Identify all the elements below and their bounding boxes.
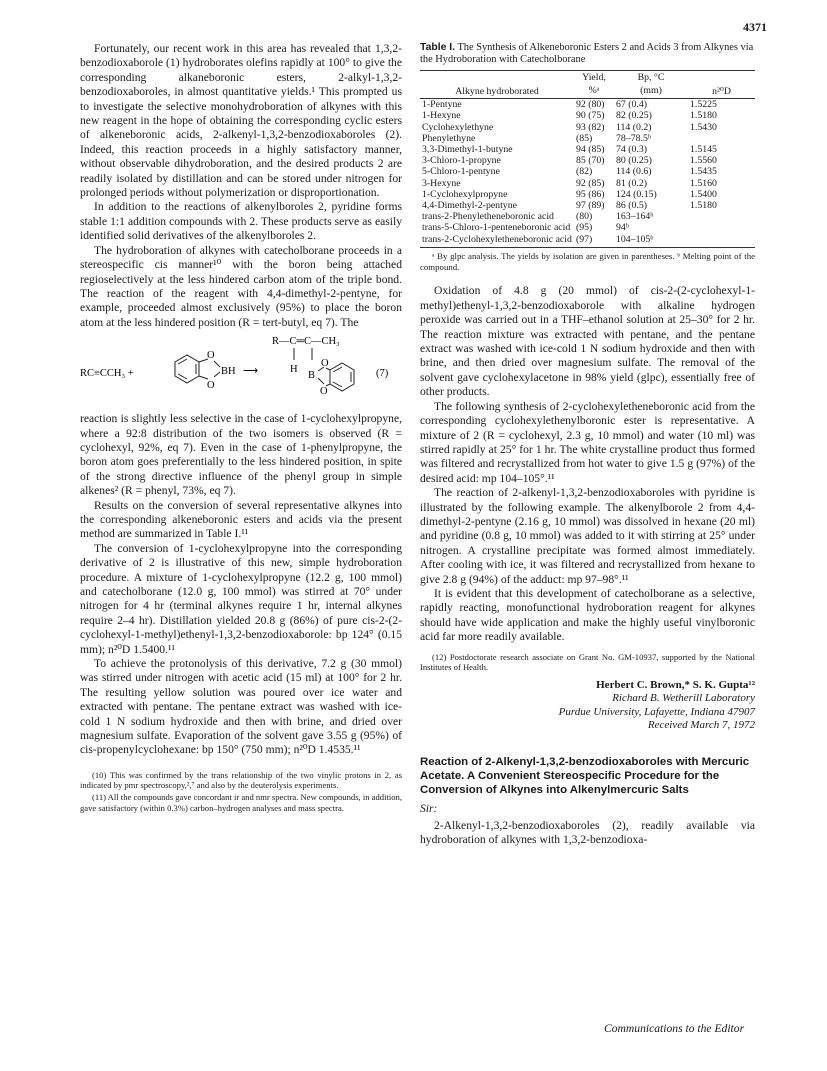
eq-product-o-top: O [321, 358, 329, 370]
footnote: (11) All the compounds gave concordant ir and nmr spectra. New compounds, in addition, gave satisfactory (within 0.3%) carbon–hydrogen analyses and mass spectra. [80, 792, 402, 813]
table-cell-alkyne: trans-2-Phenyletheneboronic acid [422, 211, 554, 223]
table-row [420, 222, 755, 233]
table-cell-alkyne: 4,4-Dimethyl-2-pentyne [422, 200, 517, 212]
table-header-refractive-index: n²⁰D [688, 70, 755, 98]
product-structure [294, 348, 354, 391]
table-cell-alkyne: 5-Chloro-1-pentyne [422, 166, 500, 178]
table-row [420, 189, 755, 200]
table-cell-alkyne: trans-2-Cyclohexyletheneboronic acid [420, 234, 574, 248]
table-row [420, 144, 755, 155]
table-cell-refractive-index: 1.5160 [690, 177, 717, 189]
table-row [420, 234, 755, 248]
table-header-bp-unit: (mm) [614, 84, 688, 99]
table-cell-bp: 124 (0.15) [616, 188, 657, 200]
table-cell-yield: (80) [576, 211, 593, 223]
table-row [420, 178, 755, 189]
table-cell-yield: (95) [576, 222, 593, 234]
body-paragraph: Fortunately, our recent work in this area has revealed that 1,3,2-benzodioxaborole (1) hydroborates olefins rapidly at 100° to give the corresponding alkaneboronic esters, 2-alkyl-1,3,2-benzodioxaboroles, in almost quantitative yields.¹ This prompted us to investigate the selective monohydroboration of alkynes with this new reagent in the hope of obtaining the corresponding cyclic esters of alkeneboronic acids, 2-alkenyl-1,3,2-benzodioxaboroles (2). Indeed, this reaction proceeds in a highly satisfactory manner, without observable dihydroboration, and the desired products 2 are readily isolated by distillation and can be stored under nitrogen for prolonged periods without polymerization or disproportionation. [80, 42, 402, 200]
table-cell-bp: 94ᵇ [616, 222, 629, 234]
table-cell-refractive-index: 1.5435 [690, 166, 717, 178]
reaction-equation [80, 332, 402, 410]
table-caption-label: Table I. [420, 42, 456, 53]
table-header-alkyne: Alkyne hydroborated [420, 70, 574, 98]
table-cell-bp: 114 (0.2) [616, 121, 652, 133]
body-paragraph: The following synthesis of 2-cyclohexyletheneboronic acid from the corresponding cyclohexylethenylboronic ester is representative. A mixture of 2 (R = cyclohexyl, 2.3 g, 10 mmol) and water (10 ml) was stirred rapidly at 25° for 1 hr. The white crystalline product thus formed was filtered and recrystallized from hot water to give 1.5 g (97%) of the desired acid: mp 104–105°.¹¹ [420, 399, 755, 485]
eq-reactant: RC≡CCH₃ + [80, 368, 134, 380]
table-cell-yield: 95 (86) [576, 188, 605, 200]
body-paragraph: The reaction of 2-alkenyl-1,3,2-benzodioxaboroles with pyridine is illustrated by the following example. The alkenylborole 2 from 4,4-dimethyl-2-pentyne (2.16 g, 10 mmol) was dissolved in hexane (20 ml) and pyridine (0.8 g, 10 mmol) was added to it with stirring at 25° under nitrogen. A crystalline precipitate was formed almost immediately. After cooling with ice, it was filtered and recrystallized from hexane to give 2.8 g (94%) of the adduct: mp 97–98°.¹¹ [420, 486, 755, 586]
table-cell-bp: 86 (0.5) [616, 200, 648, 212]
laboratory: Richard B. Wetherill Laboratory [612, 692, 755, 705]
table-cell-refractive-index: 1.5180 [690, 200, 717, 212]
eq-oxygen-bottom: O [207, 380, 215, 392]
table-cell-refractive-index: 1.5560 [690, 155, 717, 167]
body-paragraph: The hydroboration of alkynes with catecholborane proceeds in a stereospecific cis manner¹⁰ with the boron being attached regioselectively at the less hindered carbon atom of the triple bond. The reaction of the reagent with 4,4-dimethyl-2-pentyne, for example, proceeded almost exclusively (95%) to place the boron atom at the less hindered position (R = tert-butyl, eq 7). The [80, 243, 402, 329]
authors: Herbert C. Brown,* S. K. Gupta¹² [596, 678, 755, 691]
eq-arrow: ⟶ [243, 366, 259, 378]
table-cell-refractive-index [688, 133, 755, 144]
table-cell-bp: 82 (0.25) [616, 110, 652, 122]
eq-product-h: H [290, 364, 298, 376]
table-cell-bp: 114 (0.6) [616, 166, 652, 178]
address: Purdue University, Lafayette, Indiana 47907 [558, 705, 755, 718]
table-cell-alkyne: 3,3-Dimethyl-1-butyne [422, 144, 513, 156]
table-cell-bp: 74 (0.3) [616, 144, 648, 156]
table-header-yield: Yield, [574, 70, 614, 84]
body-paragraph: It is evident that this development of catecholborane as a selective, rapidly reacting, monofunctional hydroboration reagent for alkynes should have wide application and make the highly useful vinylboronic acid far more readily available. [420, 586, 755, 644]
table-header-bp: Bp, °C [614, 70, 688, 84]
eq-product-b: B [308, 370, 316, 382]
eq-oxygen-top: O [207, 350, 215, 362]
table-cell-alkyne: 3-Hexyne [422, 177, 461, 189]
table-row [420, 155, 755, 166]
table-cell-alkyne: 1-Cyclohexylpropyne [422, 188, 508, 200]
table-row [420, 200, 755, 211]
table-cell-yield: 90 (75) [576, 110, 605, 122]
table-cell-alkyne: 1-Hexyne [422, 110, 461, 122]
body-paragraph: To achieve the protonolysis of this derivative, 7.2 g (30 mmol) was stirred under nitrogen with acetic acid (15 ml) at 100° for 2 hr. The resulting yellow solution was poured over ice water and extracted with pentane. The pentane extract was washed with ice-cold 1 N sodium hydroxide and then with brine, and dried over magnesium sulfate. Evaporation of the solvent gave 3.55 g (95%) of cis-propenylcyclohexane: bp 150° (750 mm); n²⁰D 1.4535.¹¹ [80, 657, 402, 757]
footnote: (10) This was confirmed by the trans relationship of the two vinylic protons in 2, as indicated by pmr spectroscopy,²,⁷ and also by the deuterolysis experiments. [80, 769, 402, 791]
table-cell-yield: (97) [574, 234, 614, 248]
acknowledgement-footnote: (12) Postdoctorate research associate on Grant No. GM-10937, supported by the National Institutes of Health. [420, 651, 755, 673]
table-cell-alkyne: trans-5-Chloro-1-penteneboronic acid [422, 222, 571, 234]
table-cell-bp: 78–78.5ᵇ [616, 132, 651, 144]
table-cell-refractive-index: 1.5225 [690, 99, 717, 111]
footnotes [80, 770, 402, 813]
table-row [420, 133, 755, 144]
table-cell-bp: 104–105ᵇ [614, 234, 688, 248]
body-paragraph: In addition to the reactions of alkenylboroles 2, pyridine forms stable 1:1 addition compounds with 2. These products serve as easily identified solid derivatives of the alkenylboroles 2. [80, 200, 402, 243]
table-cell-refractive-index [688, 234, 755, 248]
table-cell-alkyne: Cyclohexylethyne [422, 121, 494, 133]
table-cell-yield: (85) [576, 132, 593, 144]
table-cell-refractive-index: 1.5145 [690, 144, 717, 156]
table-cell-alkyne: Phenylethyne [422, 132, 476, 144]
table-cell-bp: 67 (0.4) [616, 99, 648, 111]
table-header-yield-unit: %ᵃ [574, 84, 614, 99]
body-paragraph: Oxidation of 4.8 g (20 mmol) of cis-2-(2-cyclohexyl-1-methyl)ethenyl-1,3,2-benzodioxaborole with alkaline hydrogen peroxide was carried out in a THF–ethanol solution at 25–30° for 2 hr. The reaction mixture was extracted with pentane, and the pentane extract was washed with ice-cold 1 N sodium hydroxide and then with brine, and then dried over magnesium sulfate. The removal of the solvent gave cyclohexylacetone in 98% yield (glpc), essentially free of other products. [420, 284, 755, 399]
received-date: Received March 7, 1972 [647, 719, 755, 732]
author-signature [420, 679, 755, 733]
eq-product-o-bottom: O [320, 386, 328, 398]
table-cell-alkyne: 1-Pentyne [422, 99, 462, 111]
table-notes: ᵃ By glpc analysis. The yields by isolation are given in parentheses. ᵇ Melting point of the compound. [420, 250, 755, 272]
table-row [420, 110, 755, 121]
eq-product-chain: R—C═C—CH₃ [272, 336, 340, 348]
table-cell-refractive-index: 1.5430 [690, 121, 717, 133]
table-cell-refractive-index [688, 211, 755, 222]
body-paragraph: Results on the conversion of several representative alkynes into the corresponding alkeneboronic esters and acids via the present method are summarized in Table I.¹¹ [80, 498, 402, 541]
table-caption-text: The Synthesis of Alkeneboronic Esters 2 and Acids 3 from Alkynes via the Hydroboration with Catecholborane [420, 42, 754, 66]
table-row [420, 99, 755, 111]
table-row [420, 211, 755, 222]
table-cell-yield: 92 (80) [576, 99, 605, 111]
data-table [420, 70, 755, 248]
eq-bh: BH [221, 366, 236, 378]
next-article-title: Reaction of 2-Alkenyl-1,3,2-benzodioxaboroles with Mercuric Acetate. A Convenient Stereospecific Procedure for the Conversion of Alkynes into Alkenylmercuric Salts [420, 756, 750, 796]
eq-number: (7) [376, 368, 389, 380]
left-column [80, 42, 402, 814]
table-cell-alkyne: 3-Chloro-1-propyne [422, 155, 501, 167]
body-paragraph: reaction is slightly less selective in the case of 1-cyclohexylpropyne, where a 92:8 distribution of the two isomers is observed (R = cyclohexyl, 92%, eq 7). Even in the case of 1-phenylpropyne, the boron atom goes preferentially to the less hindered position, in spite of the strong directive influence of the phenyl group in simple alkenes² (R = phenyl, 73%, eq 7). [80, 412, 402, 498]
table-caption [420, 42, 755, 67]
reaction-scheme-graphic [80, 332, 402, 410]
right-column [420, 42, 755, 847]
table-cell-yield: 92 (85) [576, 177, 605, 189]
salutation: Sir: [420, 802, 438, 816]
table-cell-yield: 85 (70) [576, 155, 605, 167]
table-row [420, 166, 755, 177]
footer-section-label: Communications to the Editor [604, 1022, 745, 1035]
table-cell-bp: 80 (0.25) [616, 155, 652, 167]
table-cell-yield: 93 (82) [576, 121, 605, 133]
table-cell-bp: 163–164ᵇ [616, 211, 654, 223]
table-cell-bp: 81 (0.2) [616, 177, 648, 189]
body-paragraph: 2-Alkenyl-1,3,2-benzodioxaboroles (2), readily available via hydroboration of alkynes with 1,3,2-benzodioxa- [420, 818, 755, 847]
body-paragraph: The conversion of 1-cyclohexylpropyne into the corresponding derivative of 2 is illustrative of this new, simple hydroboration procedure. A mixture of 1-cyclohexylpropyne (12.2 g, 100 mmol) and catecholborane (12.0 g, 100 mmol) was stirred at 70° under nitrogen for 4 hr (terminal alkynes require 1 hr, internal alkynes require 2–4 hr). Distillation yielded 20.8 g (86%) of pure cis-2-(2-cyclohexyl-1-methyl)ethenyl-1,3,2-benzodioxaborole: bp 124° (0.15 mm); n²⁰D 1.5400.¹¹ [80, 541, 402, 656]
page-number: 4371 [743, 20, 767, 34]
table-cell-yield: 97 (89) [576, 200, 605, 212]
table-cell-refractive-index: 1.5180 [690, 110, 717, 122]
table-cell-yield: (82) [576, 166, 593, 178]
table-cell-refractive-index [688, 222, 755, 233]
table-cell-yield: 94 (85) [576, 144, 605, 156]
table-cell-refractive-index: 1.5400 [690, 188, 717, 200]
table-row [420, 122, 755, 133]
